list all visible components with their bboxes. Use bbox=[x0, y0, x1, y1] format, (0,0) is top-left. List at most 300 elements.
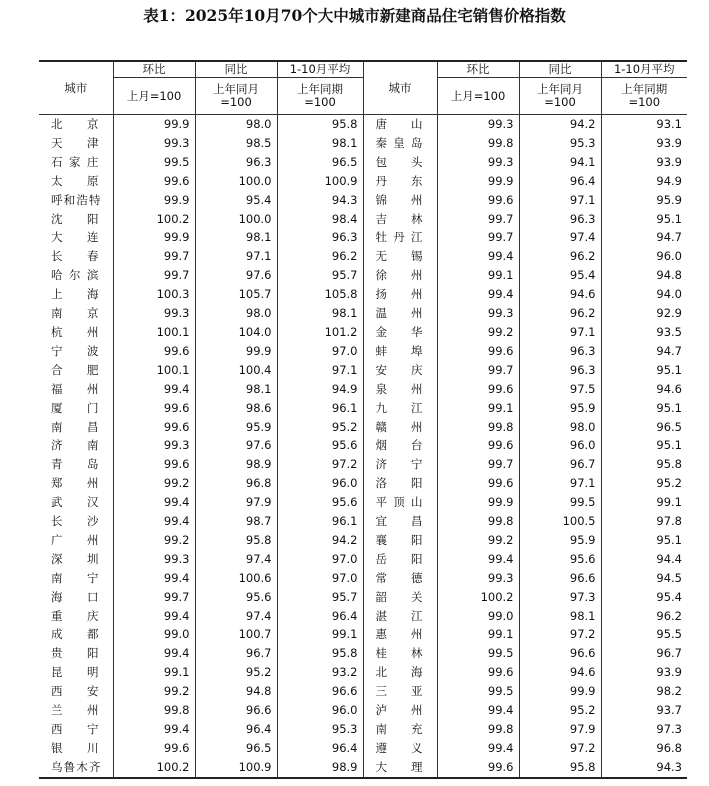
mom-cell-right: 99.8 bbox=[437, 720, 519, 739]
mom-cell-left: 99.4 bbox=[113, 380, 195, 399]
avg-cell-right: 93.9 bbox=[601, 663, 687, 682]
avg-base-line2: =100 bbox=[304, 95, 336, 109]
avg-cell-right: 94.0 bbox=[601, 285, 687, 304]
avg-cell-left: 95.6 bbox=[277, 493, 363, 512]
yoy-header-left: 同比 bbox=[195, 61, 277, 78]
city-cell-left: 哈尔滨 bbox=[51, 268, 99, 283]
mom-cell-left: 99.6 bbox=[113, 739, 195, 758]
yoy-cell-left: 96.5 bbox=[195, 739, 277, 758]
mom-cell-right: 99.6 bbox=[437, 342, 519, 361]
table-row bbox=[39, 682, 687, 701]
yoy-cell-left: 96.3 bbox=[195, 153, 277, 172]
avg-base-line1: 上年同期 bbox=[297, 82, 343, 96]
yoy-cell-right: 99.5 bbox=[519, 493, 601, 512]
yoy-cell-left: 97.9 bbox=[195, 493, 277, 512]
mom-cell-left: 99.7 bbox=[113, 266, 195, 285]
avg-cell-right: 97.8 bbox=[601, 512, 687, 531]
city-cell-right: 牡丹江 bbox=[363, 228, 437, 247]
mom-base-left: 上月=100 bbox=[113, 78, 195, 115]
yoy-cell-right: 95.9 bbox=[519, 531, 601, 550]
city-cell-left: 西安 bbox=[51, 684, 99, 699]
table-row bbox=[39, 625, 687, 644]
table-row bbox=[39, 304, 687, 323]
avg-cell-right: 96.2 bbox=[601, 607, 687, 626]
city-cell-right: 泸州 bbox=[363, 701, 437, 720]
avg-base-line1: 上年同期 bbox=[621, 82, 668, 96]
avg-cell-left: 95.8 bbox=[277, 115, 363, 134]
avg-cell-left: 105.8 bbox=[277, 285, 363, 304]
mom-cell-right: 99.6 bbox=[437, 758, 519, 778]
mom-cell-right: 99.1 bbox=[437, 399, 519, 418]
table-row bbox=[39, 380, 687, 399]
city-cell-right: 遵义 bbox=[363, 739, 437, 758]
avg-base-line2: =100 bbox=[628, 95, 661, 109]
avg-cell-right: 93.5 bbox=[601, 323, 687, 342]
table-row bbox=[39, 134, 687, 153]
yoy-cell-left: 105.7 bbox=[195, 285, 277, 304]
avg-cell-right: 97.3 bbox=[601, 720, 687, 739]
table-row bbox=[39, 172, 687, 191]
city-cell-left: 武汉 bbox=[51, 495, 99, 510]
city-cell-left: 海口 bbox=[51, 589, 99, 604]
city-cell-right: 大理 bbox=[363, 758, 437, 778]
table-row bbox=[39, 493, 687, 512]
table-row bbox=[39, 436, 687, 455]
yoy-header-right: 同比 bbox=[519, 61, 601, 78]
mom-cell-left: 100.3 bbox=[113, 285, 195, 304]
yoy-cell-left: 104.0 bbox=[195, 323, 277, 342]
price-index-table bbox=[39, 60, 687, 779]
yoy-base-right bbox=[519, 78, 601, 115]
avg-cell-left: 96.1 bbox=[277, 399, 363, 418]
city-cell-left: 厦门 bbox=[51, 400, 99, 415]
avg-cell-left: 99.1 bbox=[277, 625, 363, 644]
avg-cell-left: 96.0 bbox=[277, 701, 363, 720]
avg-cell-left: 95.2 bbox=[277, 418, 363, 437]
yoy-cell-left: 100.9 bbox=[195, 758, 277, 778]
city-cell-left: 福州 bbox=[51, 381, 99, 396]
city-cell-left: 太原 bbox=[51, 173, 99, 188]
avg-cell-left: 94.9 bbox=[277, 380, 363, 399]
yoy-cell-left: 100.0 bbox=[195, 210, 277, 229]
city-cell-left: 南京 bbox=[51, 306, 99, 321]
city-cell-right: 金华 bbox=[363, 323, 437, 342]
city-cell-right: 丹东 bbox=[363, 172, 437, 191]
mom-cell-right: 99.7 bbox=[437, 455, 519, 474]
yoy-cell-right: 96.6 bbox=[519, 644, 601, 663]
yoy-cell-left: 100.7 bbox=[195, 625, 277, 644]
city-cell-left: 西宁 bbox=[51, 722, 99, 736]
yoy-cell-right: 96.2 bbox=[519, 304, 601, 323]
mom-cell-right: 99.9 bbox=[437, 493, 519, 512]
mom-cell-right: 100.2 bbox=[437, 588, 519, 607]
table-row bbox=[39, 285, 687, 304]
avg-cell-right: 94.6 bbox=[601, 380, 687, 399]
yoy-cell-left: 100.6 bbox=[195, 569, 277, 588]
city-cell-right: 唐山 bbox=[363, 115, 437, 134]
yoy-cell-right: 99.9 bbox=[519, 682, 601, 701]
mom-cell-right: 99.3 bbox=[437, 115, 519, 134]
mom-cell-left: 100.2 bbox=[113, 210, 195, 229]
avg-cell-right: 95.1 bbox=[601, 399, 687, 418]
avg-cell-right: 93.9 bbox=[601, 134, 687, 153]
mom-cell-right: 99.2 bbox=[437, 323, 519, 342]
city-cell-left: 宁波 bbox=[51, 343, 99, 358]
yoy-cell-left: 97.6 bbox=[195, 266, 277, 285]
mom-cell-right: 99.9 bbox=[437, 172, 519, 191]
city-cell-left: 长沙 bbox=[51, 514, 99, 529]
avg-cell-left: 98.1 bbox=[277, 134, 363, 153]
mom-header-left: 环比 bbox=[113, 61, 195, 78]
city-cell-right: 常德 bbox=[363, 569, 437, 588]
mom-cell-right: 99.8 bbox=[437, 418, 519, 437]
mom-cell-left: 99.8 bbox=[113, 701, 195, 720]
yoy-cell-left: 98.0 bbox=[195, 304, 277, 323]
city-cell-left: 长春 bbox=[51, 249, 99, 264]
avg-cell-left: 96.6 bbox=[277, 682, 363, 701]
avg-cell-right: 93.1 bbox=[601, 115, 687, 134]
avg-cell-right: 94.8 bbox=[601, 266, 687, 285]
avg-cell-right: 95.1 bbox=[601, 361, 687, 380]
mom-cell-right: 99.4 bbox=[437, 550, 519, 569]
city-cell-left: 南宁 bbox=[51, 570, 99, 585]
city-cell-left: 重庆 bbox=[51, 608, 99, 623]
yoy-cell-right: 96.3 bbox=[519, 361, 601, 380]
table-row bbox=[39, 531, 687, 550]
table-row bbox=[39, 418, 687, 437]
yoy-cell-left: 94.8 bbox=[195, 682, 277, 701]
mom-cell-right: 99.4 bbox=[437, 739, 519, 758]
yoy-cell-right: 97.1 bbox=[519, 323, 601, 342]
avg-cell-left: 96.0 bbox=[277, 474, 363, 493]
mom-cell-right: 99.1 bbox=[437, 625, 519, 644]
city-cell-left: 郑州 bbox=[51, 476, 99, 491]
yoy-cell-right: 94.1 bbox=[519, 153, 601, 172]
table-row bbox=[39, 399, 687, 418]
yoy-cell-left: 96.6 bbox=[195, 701, 277, 720]
city-cell-left: 沈阳 bbox=[51, 211, 99, 226]
mom-cell-right: 99.0 bbox=[437, 607, 519, 626]
mom-cell-left: 99.0 bbox=[113, 625, 195, 644]
avg-cell-left: 97.2 bbox=[277, 455, 363, 474]
yoy-cell-left: 95.4 bbox=[195, 191, 277, 210]
mom-cell-right: 99.2 bbox=[437, 531, 519, 550]
avg-cell-left: 93.2 bbox=[277, 663, 363, 682]
table-row bbox=[39, 115, 687, 134]
avg-cell-left: 98.9 bbox=[277, 758, 363, 778]
table-row bbox=[39, 758, 687, 778]
yoy-cell-left: 100.4 bbox=[195, 361, 277, 380]
city-cell-right: 吉林 bbox=[363, 210, 437, 229]
yoy-cell-right: 96.4 bbox=[519, 172, 601, 191]
table-row bbox=[39, 512, 687, 531]
yoy-cell-left: 99.9 bbox=[195, 342, 277, 361]
avg-cell-right: 98.2 bbox=[601, 682, 687, 701]
table-body bbox=[39, 115, 687, 778]
yoy-cell-left: 96.7 bbox=[195, 644, 277, 663]
city-cell-right: 襄阳 bbox=[363, 531, 437, 550]
mom-base-right: 上月=100 bbox=[437, 78, 519, 115]
city-cell-left: 昆明 bbox=[51, 665, 99, 680]
table-row bbox=[39, 210, 687, 229]
yoy-cell-left: 98.0 bbox=[195, 115, 277, 134]
avg-cell-left: 94.3 bbox=[277, 191, 363, 210]
table-row bbox=[39, 739, 687, 758]
mom-cell-left: 99.3 bbox=[113, 304, 195, 323]
city-cell-left: 天津 bbox=[51, 135, 99, 150]
table-row bbox=[39, 550, 687, 569]
avg-cell-right: 95.8 bbox=[601, 455, 687, 474]
yoy-cell-right: 97.1 bbox=[519, 474, 601, 493]
mom-cell-right: 99.4 bbox=[437, 285, 519, 304]
yoy-cell-left: 95.6 bbox=[195, 588, 277, 607]
avg-cell-left: 95.7 bbox=[277, 266, 363, 285]
table-title: 表1：2025年10月70个大中城市新建商品住宅销售价格指数 bbox=[143, 6, 566, 25]
city-cell-left: 兰州 bbox=[51, 703, 99, 718]
mom-cell-left: 99.4 bbox=[113, 512, 195, 531]
avg-cell-right: 95.1 bbox=[601, 531, 687, 550]
yoy-base-line1: 上年同月 bbox=[537, 82, 583, 96]
city-cell-left: 贵阳 bbox=[51, 646, 99, 661]
avg-cell-right: 95.9 bbox=[601, 191, 687, 210]
city-cell-right: 南充 bbox=[363, 720, 437, 739]
mom-cell-left: 99.4 bbox=[113, 569, 195, 588]
yoy-cell-left: 95.8 bbox=[195, 531, 277, 550]
mom-cell-left: 99.5 bbox=[113, 153, 195, 172]
avg-cell-left: 97.0 bbox=[277, 342, 363, 361]
city-cell-right: 温州 bbox=[363, 304, 437, 323]
mom-cell-right: 99.1 bbox=[437, 266, 519, 285]
yoy-cell-right: 97.2 bbox=[519, 739, 601, 758]
city-cell-left: 南昌 bbox=[51, 419, 99, 434]
yoy-cell-left: 98.5 bbox=[195, 134, 277, 153]
yoy-cell-left: 98.6 bbox=[195, 399, 277, 418]
city-cell-right: 桂林 bbox=[363, 644, 437, 663]
avg-cell-left: 101.2 bbox=[277, 323, 363, 342]
avg-cell-right: 94.3 bbox=[601, 758, 687, 778]
avg-cell-left: 98.1 bbox=[277, 304, 363, 323]
mom-cell-left: 99.3 bbox=[113, 134, 195, 153]
city-cell-right: 包头 bbox=[363, 153, 437, 172]
yoy-cell-right: 96.0 bbox=[519, 436, 601, 455]
yoy-cell-right: 100.5 bbox=[519, 512, 601, 531]
city-cell-right: 泉州 bbox=[363, 380, 437, 399]
mom-cell-left: 99.6 bbox=[113, 455, 195, 474]
mom-cell-right: 99.6 bbox=[437, 380, 519, 399]
avg-base-left bbox=[277, 78, 363, 115]
mom-cell-left: 99.2 bbox=[113, 682, 195, 701]
mom-cell-left: 99.7 bbox=[113, 247, 195, 266]
yoy-cell-right: 96.7 bbox=[519, 455, 601, 474]
table-row bbox=[39, 588, 687, 607]
city-cell-right: 惠州 bbox=[363, 625, 437, 644]
yoy-cell-left: 98.7 bbox=[195, 512, 277, 531]
mom-header-right: 环比 bbox=[437, 61, 519, 78]
avg-cell-left: 95.8 bbox=[277, 644, 363, 663]
yoy-cell-right: 94.6 bbox=[519, 663, 601, 682]
yoy-cell-left: 95.9 bbox=[195, 418, 277, 437]
city-cell-left: 银川 bbox=[51, 740, 99, 755]
avg-cell-right: 92.9 bbox=[601, 304, 687, 323]
city-cell-left: 呼和浩特 bbox=[51, 192, 101, 207]
table-row bbox=[39, 342, 687, 361]
city-cell-left: 杭州 bbox=[51, 324, 99, 339]
mom-cell-left: 99.9 bbox=[113, 115, 195, 134]
avg-cell-right: 94.5 bbox=[601, 569, 687, 588]
mom-cell-left: 99.6 bbox=[113, 418, 195, 437]
yoy-cell-right: 96.2 bbox=[519, 247, 601, 266]
mom-cell-right: 99.5 bbox=[437, 644, 519, 663]
avg-cell-right: 96.7 bbox=[601, 644, 687, 663]
avg-cell-left: 97.0 bbox=[277, 569, 363, 588]
avg-cell-left: 96.1 bbox=[277, 512, 363, 531]
mom-cell-right: 99.8 bbox=[437, 134, 519, 153]
city-cell-right: 蚌埠 bbox=[363, 342, 437, 361]
yoy-base-line2: =100 bbox=[544, 95, 576, 109]
city-cell-right: 宜昌 bbox=[363, 512, 437, 531]
avg-cell-left: 96.4 bbox=[277, 607, 363, 626]
mom-cell-right: 99.4 bbox=[437, 701, 519, 720]
mom-cell-left: 99.4 bbox=[113, 644, 195, 663]
mom-cell-left: 99.3 bbox=[113, 436, 195, 455]
yoy-cell-right: 95.6 bbox=[519, 550, 601, 569]
table-row bbox=[39, 455, 687, 474]
city-cell-left: 青岛 bbox=[51, 457, 99, 472]
yoy-cell-right: 97.3 bbox=[519, 588, 601, 607]
city-cell-left: 广州 bbox=[51, 532, 99, 547]
yoy-cell-right: 95.4 bbox=[519, 266, 601, 285]
mom-cell-right: 99.8 bbox=[437, 512, 519, 531]
mom-cell-right: 99.7 bbox=[437, 228, 519, 247]
mom-cell-left: 100.1 bbox=[113, 323, 195, 342]
yoy-cell-right: 98.0 bbox=[519, 418, 601, 437]
avg-cell-left: 98.4 bbox=[277, 210, 363, 229]
yoy-cell-left: 97.6 bbox=[195, 436, 277, 455]
mom-cell-left: 99.4 bbox=[113, 720, 195, 739]
yoy-cell-right: 95.9 bbox=[519, 399, 601, 418]
table-row bbox=[39, 266, 687, 285]
yoy-cell-right: 96.3 bbox=[519, 342, 601, 361]
yoy-cell-left: 98.1 bbox=[195, 380, 277, 399]
mom-cell-right: 99.3 bbox=[437, 304, 519, 323]
avg-cell-right: 96.0 bbox=[601, 247, 687, 266]
mom-cell-right: 99.3 bbox=[437, 569, 519, 588]
mom-cell-right: 99.6 bbox=[437, 474, 519, 493]
yoy-cell-right: 94.2 bbox=[519, 115, 601, 134]
city-cell-right: 无锡 bbox=[363, 247, 437, 266]
yoy-cell-right: 97.9 bbox=[519, 720, 601, 739]
city-cell-left: 深圳 bbox=[51, 551, 99, 566]
yoy-cell-right: 97.2 bbox=[519, 625, 601, 644]
table-row bbox=[39, 663, 687, 682]
avg-header-left: 1-10月平均 bbox=[277, 61, 363, 78]
yoy-cell-right: 95.2 bbox=[519, 701, 601, 720]
yoy-cell-right: 95.3 bbox=[519, 134, 601, 153]
city-cell-right: 烟台 bbox=[363, 436, 437, 455]
mom-cell-right: 99.3 bbox=[437, 153, 519, 172]
yoy-cell-left: 97.4 bbox=[195, 550, 277, 569]
city-cell-right: 赣州 bbox=[363, 418, 437, 437]
avg-cell-right: 94.7 bbox=[601, 342, 687, 361]
city-cell-left: 大连 bbox=[51, 230, 99, 245]
yoy-cell-left: 97.1 bbox=[195, 247, 277, 266]
yoy-cell-right: 95.8 bbox=[519, 758, 601, 778]
table-row bbox=[39, 247, 687, 266]
table-row bbox=[39, 474, 687, 493]
table-row bbox=[39, 191, 687, 210]
avg-cell-right: 94.4 bbox=[601, 550, 687, 569]
mom-cell-left: 99.4 bbox=[113, 493, 195, 512]
city-cell-right: 韶关 bbox=[363, 588, 437, 607]
yoy-cell-right: 96.6 bbox=[519, 569, 601, 588]
mom-cell-left: 100.2 bbox=[113, 758, 195, 778]
avg-cell-left: 95.6 bbox=[277, 436, 363, 455]
mom-cell-right: 99.4 bbox=[437, 247, 519, 266]
avg-cell-left: 94.2 bbox=[277, 531, 363, 550]
city-cell-right: 锦州 bbox=[363, 191, 437, 210]
table-row bbox=[39, 720, 687, 739]
city-cell-right: 三亚 bbox=[363, 682, 437, 701]
city-cell-right: 平顶山 bbox=[363, 493, 437, 512]
mom-cell-left: 99.3 bbox=[113, 550, 195, 569]
city-cell-right: 九江 bbox=[363, 399, 437, 418]
yoy-cell-left: 96.4 bbox=[195, 720, 277, 739]
city-cell-left: 上海 bbox=[51, 287, 99, 302]
table-row bbox=[39, 361, 687, 380]
avg-cell-left: 96.5 bbox=[277, 153, 363, 172]
avg-cell-left: 96.2 bbox=[277, 247, 363, 266]
avg-base-right bbox=[601, 78, 687, 115]
mom-cell-left: 99.9 bbox=[113, 228, 195, 247]
table-row bbox=[39, 607, 687, 626]
yoy-base-left bbox=[195, 78, 277, 115]
yoy-cell-left: 96.8 bbox=[195, 474, 277, 493]
avg-header-right: 1-10月平均 bbox=[601, 61, 687, 78]
table-row bbox=[39, 644, 687, 663]
avg-cell-left: 97.1 bbox=[277, 361, 363, 380]
avg-cell-right: 95.4 bbox=[601, 588, 687, 607]
mom-cell-right: 99.6 bbox=[437, 191, 519, 210]
mom-cell-left: 99.9 bbox=[113, 191, 195, 210]
mom-cell-left: 99.2 bbox=[113, 531, 195, 550]
table-row bbox=[39, 323, 687, 342]
city-cell-left: 乌鲁木齐 bbox=[39, 758, 113, 778]
city-cell-right: 洛阳 bbox=[363, 474, 437, 493]
mom-cell-left: 99.6 bbox=[113, 172, 195, 191]
mom-cell-right: 99.5 bbox=[437, 682, 519, 701]
yoy-cell-right: 96.3 bbox=[519, 210, 601, 229]
yoy-cell-left: 100.0 bbox=[195, 172, 277, 191]
avg-cell-left: 97.0 bbox=[277, 550, 363, 569]
yoy-base-line1: 上年同月 bbox=[213, 82, 259, 96]
mom-cell-left: 99.2 bbox=[113, 474, 195, 493]
yoy-cell-left: 98.1 bbox=[195, 228, 277, 247]
mom-cell-right: 99.7 bbox=[437, 361, 519, 380]
city-header-left: 城市 bbox=[39, 61, 113, 115]
mom-cell-left: 100.1 bbox=[113, 361, 195, 380]
city-cell-right: 徐州 bbox=[363, 266, 437, 285]
avg-cell-right: 95.1 bbox=[601, 210, 687, 229]
mom-cell-left: 99.1 bbox=[113, 663, 195, 682]
city-cell-right: 秦皇岛 bbox=[363, 134, 437, 153]
yoy-cell-left: 98.9 bbox=[195, 455, 277, 474]
yoy-cell-right: 97.1 bbox=[519, 191, 601, 210]
avg-cell-left: 95.3 bbox=[277, 720, 363, 739]
yoy-base-line2: =100 bbox=[220, 95, 252, 109]
avg-cell-left: 96.4 bbox=[277, 739, 363, 758]
mom-cell-left: 99.6 bbox=[113, 399, 195, 418]
avg-cell-right: 96.5 bbox=[601, 418, 687, 437]
